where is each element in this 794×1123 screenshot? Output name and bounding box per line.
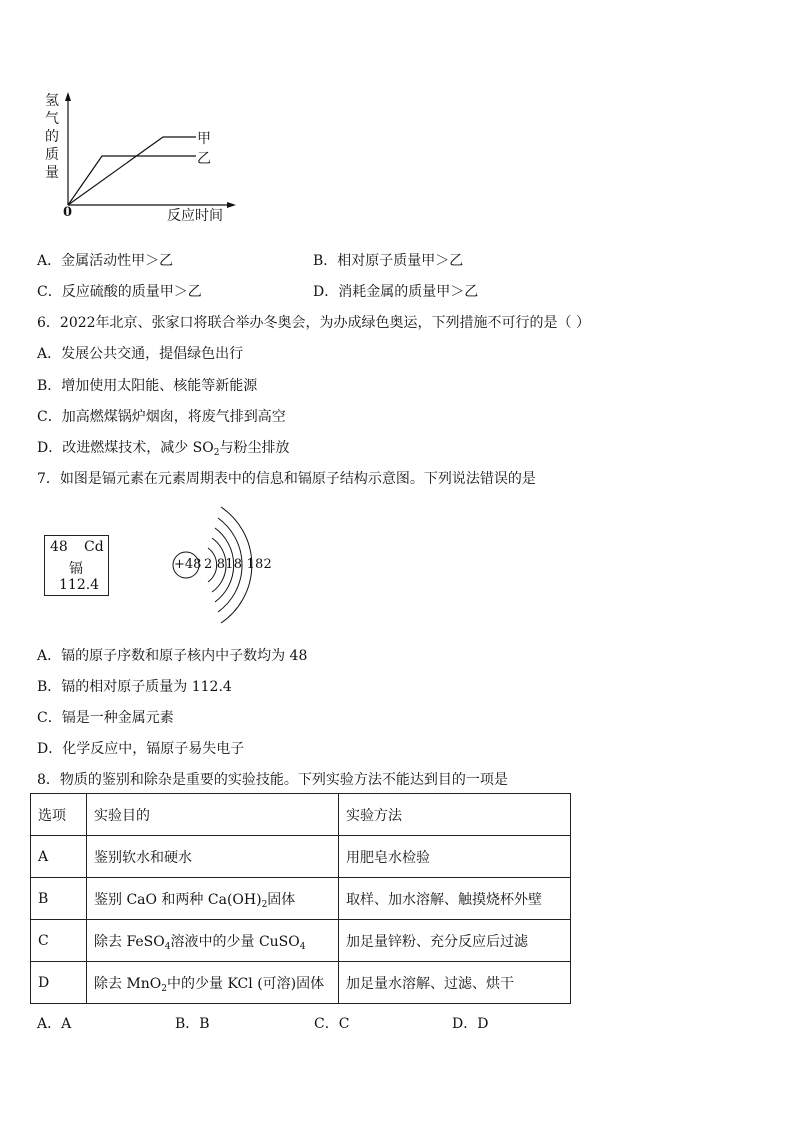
- purpose-cell: [87, 962, 339, 1004]
- q5-option-d: D．消耗金属的质量甲＞乙: [313, 284, 479, 300]
- purpose-text: 除去 MnO: [94, 975, 162, 992]
- table-row: [31, 836, 571, 878]
- subscript: 2: [213, 448, 220, 458]
- table-header-cell: 选项: [31, 794, 87, 836]
- nucleus-charge: +48: [174, 557, 202, 572]
- q7-option-d: D．化学反应中，镉原子易失电子: [37, 741, 245, 757]
- q5-option-a: A．金属活动性甲＞乙: [37, 253, 174, 269]
- option-cell: D: [31, 962, 87, 1004]
- subscript: 2: [161, 983, 168, 994]
- y-axis-arrow: [65, 92, 71, 101]
- option-cell: A: [31, 836, 87, 878]
- subscript: 4: [299, 941, 306, 952]
- purpose-cell: [87, 920, 339, 962]
- origin-label: 0: [63, 205, 73, 220]
- q7-option-b: B．镉的相对原子质量为 112.4: [37, 679, 232, 695]
- q6-option-d-text: D．改进燃煤技术，减少 SO: [37, 440, 214, 456]
- q8-answer-c: C．C: [314, 1016, 350, 1032]
- q8-answer-d: D．D: [452, 1016, 489, 1032]
- q6-option-d: [37, 437, 289, 457]
- purpose-text: 鉴别 CaO 和两种 Ca(OH): [94, 891, 262, 908]
- shell-electron-counts: 2 818 182: [204, 557, 272, 572]
- atomic-number: 48: [50, 539, 68, 555]
- purpose-text: 固体: [267, 891, 296, 908]
- q6-option-c: C．加高燃煤锅炉烟囱，将废气排到高空: [37, 409, 286, 425]
- y-axis-label-char: 气: [45, 111, 59, 127]
- q7-option-a: A．镉的原子序数和原子核内中子数均为 48: [37, 648, 308, 664]
- graph-axes-svg: [0, 0, 260, 230]
- element-symbol: Cd: [84, 539, 104, 555]
- y-axis-label-char: 量: [45, 165, 59, 181]
- periodic-table-cell: [44, 535, 109, 596]
- x-axis-arrow: [227, 202, 236, 208]
- table-header-row: [31, 794, 571, 836]
- experiment-table: [30, 793, 571, 1004]
- q7-stem: 7．如图是镉元素在元素周期表中的信息和镉原子结构示意图。下列说法错误的是: [37, 471, 536, 487]
- q8-answer-a: A．A: [37, 1016, 72, 1032]
- q6-option-a: A．发展公共交通，提倡绿色出行: [37, 346, 244, 362]
- subscript: 2: [261, 899, 268, 910]
- purpose-text: 除去 FeSO: [94, 933, 165, 950]
- atomic-mass: 112.4: [59, 577, 100, 593]
- method-cell: 用肥皂水检验: [339, 836, 571, 878]
- option-cell: B: [31, 878, 87, 920]
- method-cell: 加足量水溶解、过滤、烘干: [339, 962, 571, 1004]
- table-header-cell: 实验目的: [87, 794, 339, 836]
- q8-answer-b: B．B: [175, 1016, 210, 1032]
- y-axis-label-char: 的: [45, 129, 59, 145]
- purpose-cell: 鉴别软水和硬水: [87, 836, 339, 878]
- option-cell: C: [31, 920, 87, 962]
- element-name: 镉: [69, 561, 83, 577]
- method-cell: 取样、加水溶解、触摸烧杯外壁: [339, 878, 571, 920]
- q5-option-c: C．反应硫酸的质量甲＞乙: [37, 284, 202, 300]
- q6-option-d-text: 与粉尘排放: [219, 440, 290, 456]
- method-cell: 加足量锌粉、充分反应后过滤: [339, 920, 571, 962]
- table-row: [31, 878, 571, 920]
- y-axis-label-char: 氢: [45, 93, 59, 109]
- purpose-cell: [87, 878, 339, 920]
- y-axis-label-char: 质: [45, 147, 59, 163]
- series-jia-label: 甲: [197, 131, 211, 147]
- q7-option-c: C．镉是一种金属元素: [37, 710, 174, 726]
- x-axis-label: 反应时间: [167, 208, 223, 224]
- purpose-text: 溶液中的少量 CuSO: [170, 933, 300, 950]
- table-row: [31, 962, 571, 1004]
- series-yi-line: [68, 156, 196, 205]
- q5-option-b: B．相对原子质量甲＞乙: [313, 253, 464, 269]
- subscript: 4: [164, 941, 171, 952]
- table-header-cell: 实验方法: [339, 794, 571, 836]
- q8-stem: 8．物质的鉴别和除杂是重要的实验技能。下列实验方法不能达到目的一项是: [37, 772, 508, 788]
- purpose-text: 中的少量 KCl (可溶)固体: [167, 975, 325, 992]
- table-row: [31, 920, 571, 962]
- q6-option-b: B．增加使用太阳能、核能等新能源: [37, 378, 258, 394]
- q6-stem: 6．2022年北京、张家口将联合举办冬奥会，为办成绿色奥运，下列措施不可行的是（ ）: [37, 315, 590, 331]
- series-yi-label: 乙: [197, 151, 211, 167]
- series-jia-line: [68, 137, 196, 205]
